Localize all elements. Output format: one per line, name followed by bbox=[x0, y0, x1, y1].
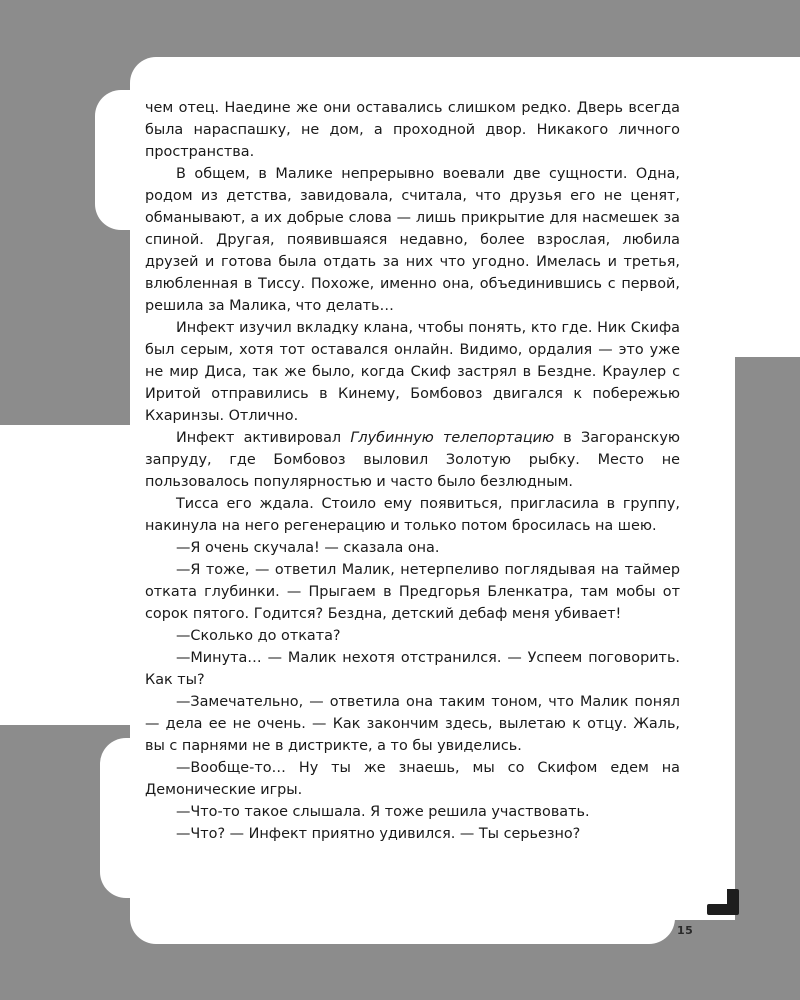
dialogue-line: —Минута… — Малик нехотя отстранился. — Успеем поговорить. Как ты? bbox=[145, 650, 680, 688]
paragraph bbox=[145, 427, 680, 493]
dialogue-line: —Замечательно, — ответила она таким тоном, что Малик понял — дела ее не очень. — Как закончим здесь, вылетаю к отцу. Жаль, вы с парнями не в дистрикте, а то бы увиделись. bbox=[145, 694, 680, 754]
paragraph: Тисса его ждала. Стоило ему появиться, пригласила в группу, накинула на него регенерацию и только потом бросилась на шею. bbox=[145, 496, 680, 534]
paragraph-part: Инфект активировал bbox=[176, 430, 351, 446]
skill-name-italic: Глубинную телепортацию bbox=[350, 430, 555, 446]
paragraph: Инфект изучил вкладку клана, чтобы понять, кто где. Ник Скифа был серым, хотя тот оставался онлайн. Видимо, ордалия — это уже не мир Диса, так же было, когда Скиф застрял в Бездне. Краулер с Иритой отправились в Кинему, Бомбовоз двигался к побережью Кхаринзы. Отлично. bbox=[145, 320, 680, 424]
dialogue-line: —Вообще-то… Ну ты же знаешь, мы со Скифом едем на Демонические игры. bbox=[145, 760, 680, 798]
paragraph: В общем, в Малике непрерывно воевали две сущности. Одна, родом из детства, завидовала, считала, что друзья его не ценят, обманывают, а их добрые слова — лишь прикрытие для насмешек за спиной. Другая, появившаяся недавно, более взрослая, любила друзей и готова была отдать за них что угодно. Имелась и третья, влюбленная в Тиссу. Похоже, именно она, объединившись с первой, решила за Малика, что делать… bbox=[145, 166, 680, 314]
dialogue-line: —Я очень скучала! — сказала она. bbox=[176, 540, 440, 556]
paragraph-part: в Загоранскую запруду, где Бомбовоз выловил Золотую рыбку. Место не пользовалось популярностью и часто было безлюдным. bbox=[145, 430, 680, 490]
dialogue-line: —Что? — Инфект приятно удивился. — Ты серьезно? bbox=[176, 826, 581, 842]
page-number: 15 bbox=[677, 924, 694, 937]
corner-block-icon bbox=[707, 889, 739, 915]
dialogue-line: —Сколько до отката? bbox=[176, 628, 341, 644]
page-body-text bbox=[145, 97, 680, 845]
paragraph: чем отец. Наедине же они оставались слишком редко. Дверь всегда была нараспашку, не дом, а проходной двор. Никакого личного пространства. bbox=[145, 100, 680, 160]
dialogue-line: —Я тоже, — ответил Малик, нетерпеливо поглядывая на таймер отката глубинки. — Прыгаем в Предгорья Бленкатра, там мобы от сорок пятого. Годится? Бездна, детский дебаф меня убивает! bbox=[145, 562, 680, 622]
dialogue-line: —Что-то такое слышала. Я тоже решила участвовать. bbox=[176, 804, 590, 820]
